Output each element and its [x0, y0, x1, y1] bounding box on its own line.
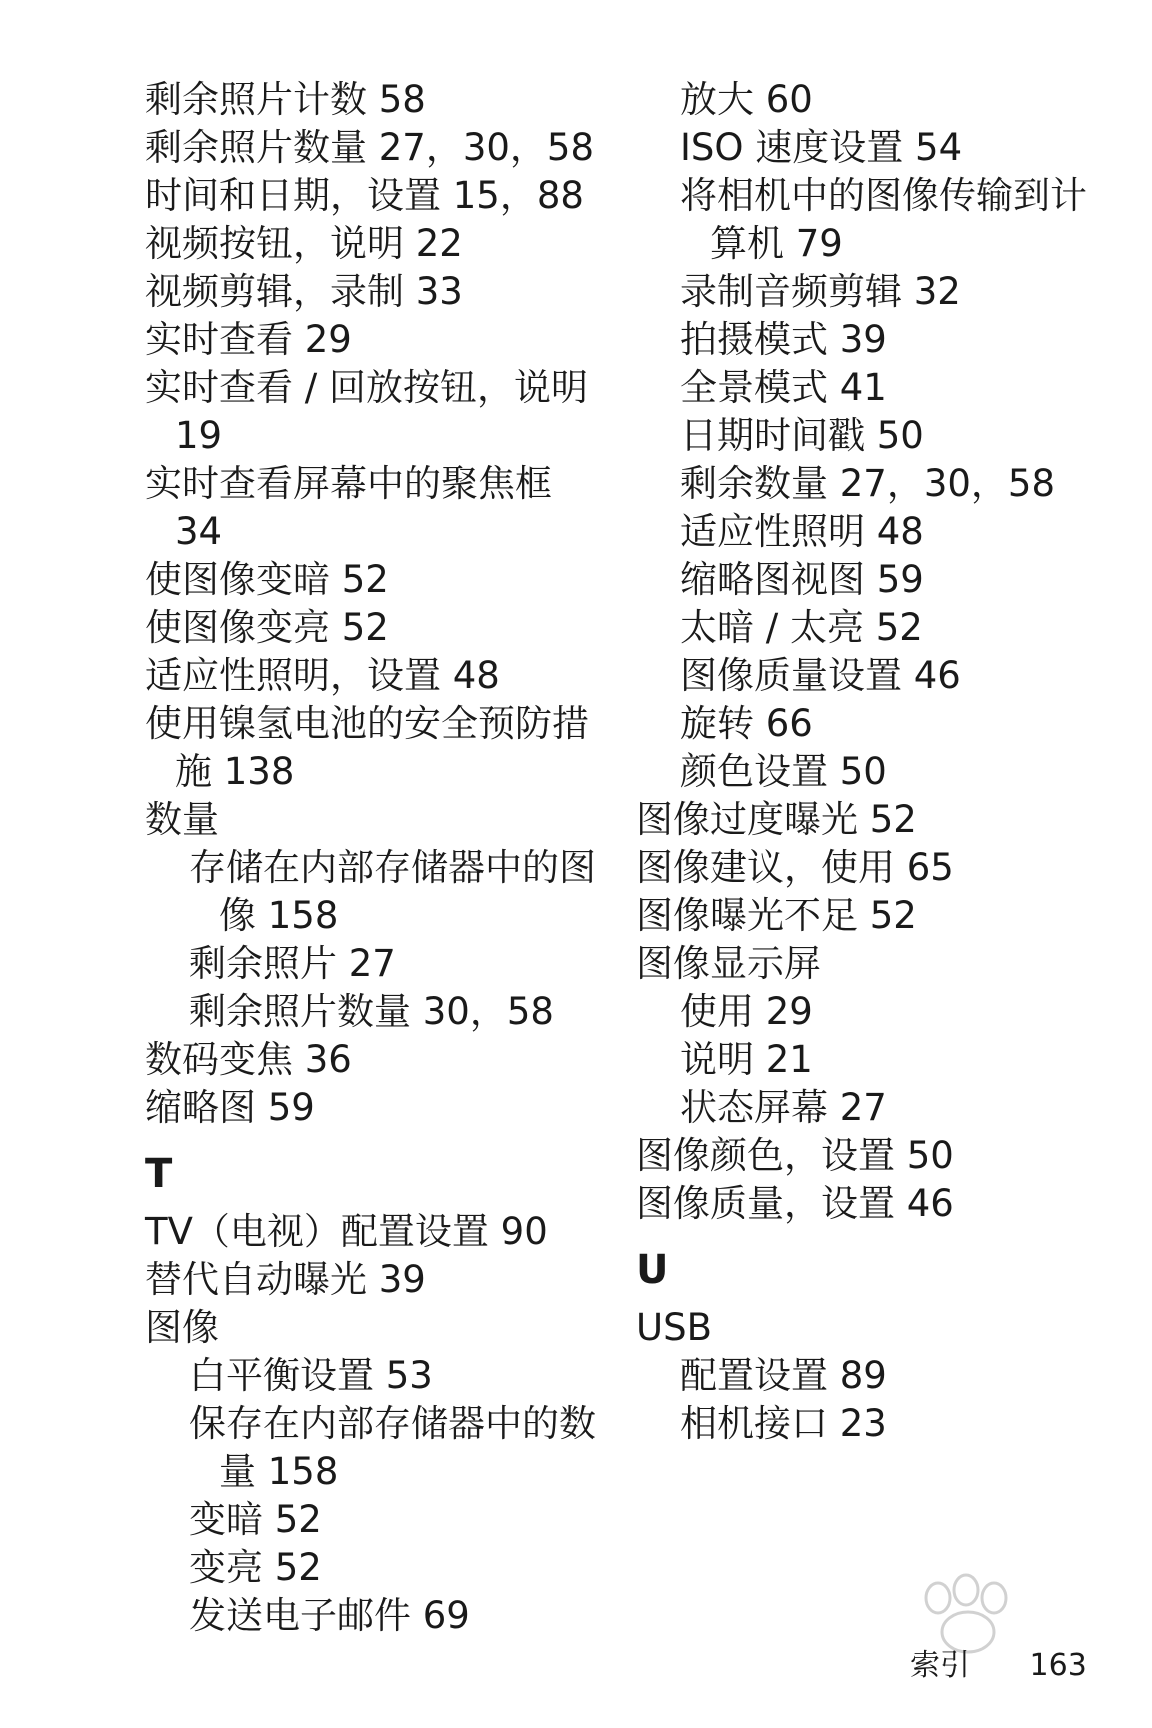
index-entry: 说明 21: [680, 1038, 813, 1081]
index-entry: 视频按钮，说明 22: [145, 222, 463, 265]
index-entry: 使用 29: [680, 990, 813, 1033]
index-entry: 存储在内部存储器中的图: [189, 846, 596, 889]
index-entry: 图像过度曝光 52: [636, 798, 917, 841]
index-entry: 保存在内部存储器中的数: [189, 1402, 596, 1445]
index-entry: 将相机中的图像传输到计: [680, 174, 1087, 217]
index-entry: 适应性照明 48: [680, 510, 924, 553]
index-entry: 使图像变暗 52: [145, 558, 389, 601]
index-entry: 剩余照片 27: [189, 942, 396, 985]
index-entry: 拍摄模式 39: [680, 318, 887, 361]
index-entry: 配置设置 89: [680, 1354, 887, 1397]
page-number: 163: [1029, 1648, 1087, 1683]
index-column-right: [636, 76, 1116, 1448]
index-entry: 缩略图 59: [145, 1086, 315, 1129]
index-entry: 使用镍氢电池的安全预防措: [145, 702, 589, 745]
index-entry: 替代自动曝光 39: [145, 1258, 426, 1301]
page-footer: [910, 1640, 1087, 1684]
index-entry: 图像建议，使用 65: [636, 846, 954, 889]
index-entry: 19: [175, 414, 223, 457]
index-entry: 放大 60: [680, 78, 813, 121]
index-entry: 视频剪辑，录制 33: [145, 270, 463, 313]
index-entry: 像 158: [219, 894, 339, 937]
index-entry: 剩余数量 27，30，58: [680, 462, 1056, 505]
index-entry: 数码变焦 36: [145, 1038, 352, 1081]
index-entry: 图像: [145, 1306, 219, 1349]
index-entry: 图像颜色，设置 50: [636, 1134, 954, 1177]
index-entry: 图像质量设置 46: [680, 654, 961, 697]
index-entry: 适应性照明，设置 48: [145, 654, 500, 697]
index-entry: 日期时间戳 50: [680, 414, 924, 457]
index-entry: 变亮 52: [189, 1546, 322, 1589]
index-entry: 相机接口 23: [680, 1402, 887, 1445]
index-entry: 算机 79: [710, 222, 843, 265]
index-entry: 缩略图视图 59: [680, 558, 924, 601]
index-entry: 图像显示屏: [636, 942, 821, 985]
index-entry: 旋转 66: [680, 702, 813, 745]
index-entry: 剩余照片数量 30，58: [189, 990, 554, 1033]
index-entry: ISO 速度设置 54: [680, 126, 963, 169]
index-letter-heading: T: [145, 1151, 173, 1197]
index-entry: USB: [636, 1306, 712, 1349]
index-entry: 实时查看 29: [145, 318, 352, 361]
index-entry: 状态屏幕 27: [680, 1086, 887, 1129]
index-entry: 施 138: [175, 750, 295, 793]
index-entry: 颜色设置 50: [680, 750, 887, 793]
index-entry: 剩余照片数量 27，30，58: [145, 126, 595, 169]
index-column-left: [145, 76, 605, 1640]
index-entry: 太暗 / 太亮 52: [680, 606, 923, 649]
index-entry: TV（电视）配置设置 90: [145, 1210, 548, 1253]
index-entry: 录制音频剪辑 32: [680, 270, 961, 313]
index-letter-heading: U: [636, 1247, 669, 1293]
index-entry: 使图像变亮 52: [145, 606, 389, 649]
index-entry: 发送电子邮件 69: [189, 1594, 470, 1637]
index-entry: 图像曝光不足 52: [636, 894, 917, 937]
index-entry: 数量: [145, 798, 219, 841]
index-entry: 变暗 52: [189, 1498, 322, 1541]
index-entry: 实时查看屏幕中的聚焦框: [145, 462, 552, 505]
index-entry: 34: [175, 510, 223, 553]
index-entry: 量 158: [219, 1450, 339, 1493]
footer-section-label: 索引: [910, 1648, 970, 1683]
index-entry: 白平衡设置 53: [189, 1354, 433, 1397]
index-entry: 剩余照片计数 58: [145, 78, 426, 121]
index-entry: 实时查看 / 回放按钮，说明: [145, 366, 588, 409]
index-entry: 图像质量，设置 46: [636, 1182, 954, 1225]
index-entry: 全景模式 41: [680, 366, 887, 409]
index-entry: 时间和日期，设置 15，88: [145, 174, 584, 217]
